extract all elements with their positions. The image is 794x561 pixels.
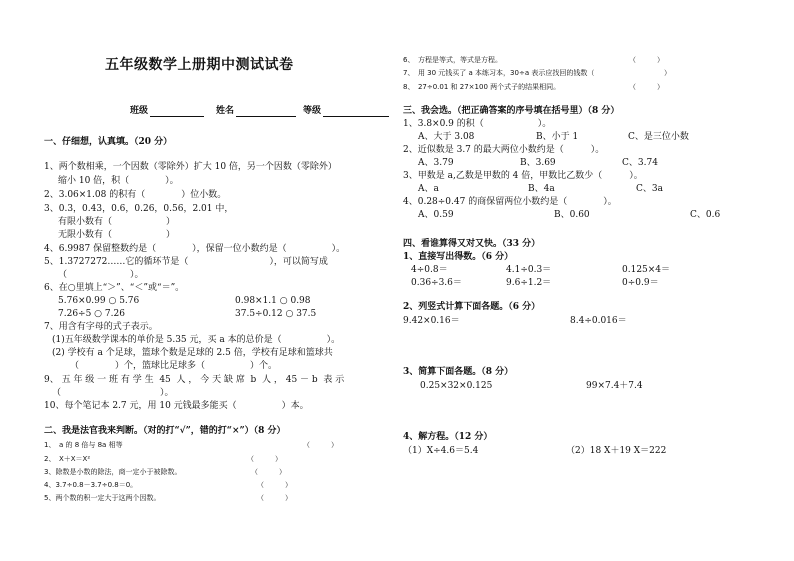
question-5-cont: （ ）。 bbox=[58, 270, 144, 280]
choice-2: 2、近似数是 3.7 的最大两位小数约是（ ）。 bbox=[403, 145, 605, 155]
question-7-1: (1)五年级数学课本的单价是 5.35 元，买 a 本的总价是（ ）。 bbox=[52, 335, 341, 345]
choice-1-c[interactable]: C、是三位小数 bbox=[628, 132, 689, 142]
part-2-heading: 2、列竖式计算下面各题。（6 分） bbox=[403, 302, 541, 312]
choice-2-b[interactable]: B、3.69 bbox=[520, 158, 556, 168]
calc-4: 0.36÷3.6＝ bbox=[411, 278, 462, 288]
judge-1: 1、 a 的 8 倍与 8a 相等 bbox=[44, 441, 123, 449]
part-3-heading: 3、简算下面各题。（8 分） bbox=[403, 367, 514, 377]
choice-3: 3、甲数是 a,乙数是甲数的 4 倍，甲数比乙数少（ ）。 bbox=[403, 171, 643, 181]
question-5: 5、1.3727272……它的循环节是（ ），可以简写成 bbox=[44, 257, 328, 267]
section-3-heading: 三、我会选。（把正确答案的序号填在括号里）（8 分） bbox=[403, 106, 620, 116]
grade-blank[interactable] bbox=[323, 116, 389, 117]
question-7: 7、用含有字母的式子表示。 bbox=[44, 322, 158, 332]
class-label: 班级 bbox=[130, 106, 149, 116]
vertical-calc-2: 8.4÷0.016＝ bbox=[570, 316, 627, 326]
question-6: 6、在○里填上“＞”、“＜”或“＝”。 bbox=[44, 283, 185, 293]
question-3-finite: 有限小数有（ ） bbox=[58, 217, 176, 227]
judge-3: 3、除数是小数的除法，商一定小于被除数。 bbox=[44, 468, 182, 476]
question-2: 2、3.06×1.08 的积有（ ）位小数。 bbox=[44, 190, 227, 200]
vertical-calc-1: 9.42×0.16＝ bbox=[403, 316, 460, 326]
choice-1-a[interactable]: A、大于 3.08 bbox=[418, 132, 475, 142]
judge-4: 4、3.7÷0.8－3.7÷0.8＝0。 bbox=[44, 481, 138, 489]
calc-3: 0.125×4＝ bbox=[622, 265, 671, 275]
question-7-2-cont: （ ）个，篮球比足球多（ ）个。 bbox=[70, 361, 278, 371]
judge-7: 7、 用 30 元钱买了 a 本练习本，30÷a 表示应找回的钱数（ bbox=[403, 69, 595, 77]
question-9: 9、 五 年 级 一 班 有 学 生 45 人 ， 今 天 缺 席 b 人 ， 45 － b 表 示 bbox=[44, 375, 345, 385]
equation-1: （1）X÷4.6＝5.4 bbox=[403, 446, 479, 456]
choice-4: 4、0.28÷0.47 的商保留两位小数约是（ ）。 bbox=[403, 197, 617, 207]
choice-4-b[interactable]: B、0.60 bbox=[554, 210, 590, 220]
choice-2-c[interactable]: C、3.74 bbox=[622, 158, 658, 168]
part-1-heading: 1、直接写出得数。（6 分） bbox=[403, 252, 514, 262]
page-title: 五年级数学上册期中测试试卷 bbox=[105, 57, 294, 73]
question-1-cont: 缩小 10 倍，积（ ）。 bbox=[58, 176, 179, 186]
section-2-heading: 二、我是法官我来判断。（对的打“√”，错的打“×”）（8 分） bbox=[44, 426, 286, 436]
simplify-2: 99×7.4＋7.4 bbox=[586, 381, 643, 391]
equation-2: （2）18 X＋19 X＝222 bbox=[566, 446, 667, 456]
part-4-heading: 4、解方程。（12 分） bbox=[403, 432, 493, 442]
judge-5-blank[interactable]: （ ） bbox=[257, 494, 292, 502]
question-1: 1、两个数相乘，一个因数（零除外）扩大 10 倍，另一个因数（零除外） bbox=[44, 162, 337, 172]
calc-2: 4.1÷0.3＝ bbox=[506, 265, 552, 275]
choice-4-c[interactable]: C、0.6 bbox=[690, 210, 721, 220]
judge-6: 6、 方程是等式，等式是方程。 bbox=[403, 56, 502, 64]
judge-1-blank[interactable]: （ ） bbox=[303, 441, 338, 449]
choice-2-a[interactable]: A、3.79 bbox=[418, 158, 454, 168]
question-7-2: (2) 学校有 a 个足球，篮球个数是足球的 2.5 倍，学校有足球和篮球共 bbox=[52, 348, 333, 358]
section-1-heading: 一、仔细想，认真填。（20 分） bbox=[44, 137, 173, 147]
choice-3-a[interactable]: A、a bbox=[418, 184, 439, 194]
question-4: 4、6.9987 保留整数约是（ ），保留一位小数约是（ ）。 bbox=[44, 244, 346, 254]
class-blank[interactable] bbox=[150, 116, 204, 117]
grade-label: 等级 bbox=[303, 106, 322, 116]
name-label: 姓名 bbox=[216, 106, 235, 116]
section-4-heading: 四、看谁算得又对又快。（33 分） bbox=[403, 239, 541, 249]
judge-5: 5、两个数的积一定大于这两个因数。 bbox=[44, 494, 161, 502]
judge-2: 2、 X＋X＝X² bbox=[44, 455, 91, 463]
judge-2-blank[interactable]: （ ） bbox=[247, 455, 282, 463]
choice-4-a[interactable]: A、0.59 bbox=[418, 210, 454, 220]
judge-8-blank[interactable]: （ ） bbox=[629, 83, 664, 91]
question-3: 3、0.3，0.43，0.6，0.26，0.56，2.01 中， bbox=[44, 204, 234, 214]
choice-3-c[interactable]: C、3a bbox=[636, 184, 663, 194]
choice-3-b[interactable]: B、4a bbox=[528, 184, 555, 194]
compare-2: 0.98×1.1 ○ 0.98 bbox=[235, 296, 311, 306]
question-3-infinite: 无限小数有（ ） bbox=[58, 230, 176, 240]
judge-8: 8、 27÷0.01 和 27×100 两个式子的结果相同。 bbox=[403, 83, 561, 91]
judge-4-blank[interactable]: （ ） bbox=[257, 481, 292, 489]
compare-1: 5.76×0.99 ○ 5.76 bbox=[58, 296, 140, 306]
calc-6: 0÷0.9＝ bbox=[622, 278, 659, 288]
compare-3: 7.26÷5 ○ 7.26 bbox=[58, 309, 125, 319]
judge-3-blank[interactable]: （ ） bbox=[251, 468, 286, 476]
compare-4: 37.5÷0.12 ○ 37.5 bbox=[235, 309, 317, 319]
calc-1: 4÷0.8＝ bbox=[411, 265, 448, 275]
simplify-1: 0.25×32×0.125 bbox=[420, 381, 493, 391]
question-10: 10、每个笔记本 2.7 元，用 10 元钱最多能买（ ）本。 bbox=[44, 401, 309, 411]
judge-7-blank[interactable]: ） bbox=[664, 69, 671, 77]
question-9-cont: （ ）。 bbox=[52, 388, 174, 398]
choice-1: 1、3.8×0.9 的积（ ）。 bbox=[403, 119, 552, 129]
calc-5: 9.6÷1.2＝ bbox=[506, 278, 552, 288]
choice-1-b[interactable]: B、小于 1 bbox=[536, 132, 579, 142]
name-blank[interactable] bbox=[236, 116, 296, 117]
judge-6-blank[interactable]: （ ） bbox=[629, 56, 664, 64]
